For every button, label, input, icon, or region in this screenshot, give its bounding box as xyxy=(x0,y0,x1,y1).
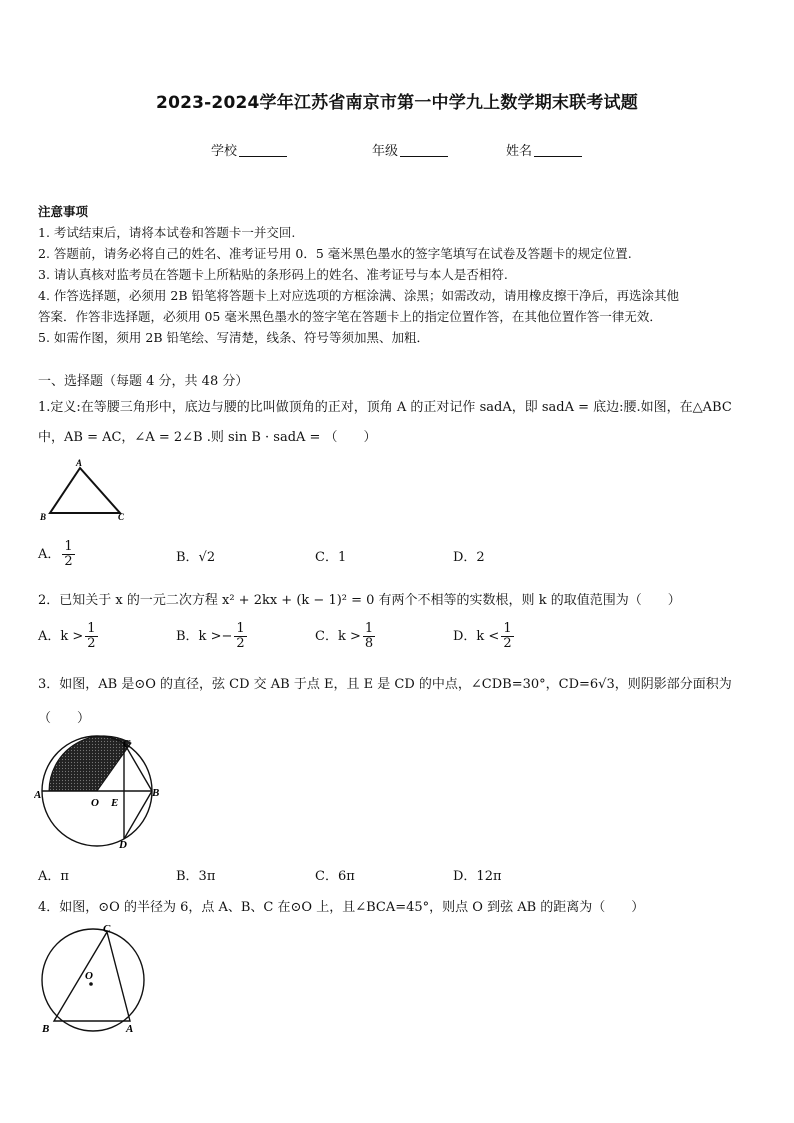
point-label-c: C xyxy=(123,738,131,750)
note-item: 2. 答题前，请务必将自己的姓名、准考证号用 0．5 毫米黑色墨水的签字笔填写在试卷及答题卡的规定位置. xyxy=(38,246,632,261)
question-4-text: 4．如图，⊙O 的半径为 6，点 A、B、C 在⊙O 上，且∠BCA=45°，则点 O 到弦 AB 的距离为（ ） xyxy=(38,900,645,915)
section-heading: 一、选择题（每题 4 分，共 48 分） xyxy=(38,374,249,389)
q2-option-b: B．k >− $\frac{1}{2}$ xyxy=(176,621,245,651)
question-1-text-cont: 中，AB = AC，∠A = 2∠B .则 sin B · sadA = （ ） xyxy=(38,430,377,445)
question-3-text: 3．如图，AB 是⊙O 的直径，弦 CD 交 AB 于点 E，且 E 是 CD 的中点，∠CDB=30°，CD=6√3，则阴影部分面积为 xyxy=(38,677,732,692)
note-item: 答案．作答非选择题，必须用 05 毫米黑色墨水的签字笔在答题卡上的指定位置作答，在其他位置作答一律无效． xyxy=(38,309,662,324)
note-item: 4. 作答选择题，必须用 2B 铅笔将答题卡上对应选项的方框涂满、涂黑；如需改动，请用橡皮擦干净后，再选涂其他 xyxy=(38,288,679,303)
point-label-b: B xyxy=(42,1023,50,1035)
note-item: 3. 请认真核对监考员在答题卡上所粘贴的条形码上的姓名、准考证号与本人是否相符. xyxy=(38,267,508,282)
question-1-text: 1.定义:在等腰三角形中，底边与腰的比叫做顶角的正对，顶角 A 的正对记作 sadA，即 sadA = 底边:腰.如图，在△ABC xyxy=(38,400,732,415)
notes-heading: 注意事项 xyxy=(38,204,89,219)
triangle-figure xyxy=(36,456,136,528)
point-label-c: C xyxy=(103,923,111,935)
grade-field: 年级 xyxy=(372,140,448,159)
inscribed-triangle-figure xyxy=(34,920,154,1040)
vertex-label-c: C xyxy=(118,512,125,522)
name-field: 姓名 xyxy=(506,140,582,159)
q1-option-c: C．1 xyxy=(315,550,347,565)
point-label-o: O xyxy=(91,797,99,809)
circle-diameter-figure xyxy=(34,734,164,852)
q3-option-a: A．π xyxy=(38,869,69,884)
vertex-label-b: B xyxy=(40,512,47,522)
point-label-b: B xyxy=(152,787,160,799)
segment-db xyxy=(124,791,152,839)
q2-option-a: A．k > $\frac{1}{2}$ xyxy=(38,621,96,651)
point-label-a: A xyxy=(126,1023,134,1035)
shaded-sector xyxy=(49,736,131,791)
q2-option-c: C．k > $\frac{1}{8}$ xyxy=(315,621,374,651)
point-label-o: O xyxy=(85,970,93,982)
school-field: 学校 xyxy=(211,140,287,159)
q1-option-d: D．2 xyxy=(453,550,485,565)
note-item: 1. 考试结束后，请将本试卷和答题卡一并交回. xyxy=(38,225,296,240)
segment-cb xyxy=(124,743,152,791)
center-point xyxy=(89,982,93,986)
q1-option-b: B．√2 xyxy=(176,550,216,565)
note-item: 5. 如需作图，须用 2B 铅笔绘、写清楚，线条、符号等须加黑、加粗． xyxy=(38,330,429,345)
exam-title: 2023-2024学年江苏省南京市第一中学九上数学期末联考试题 xyxy=(156,93,638,113)
q3-option-b: B．3π xyxy=(176,869,216,884)
vertex-label-a: A xyxy=(76,458,83,468)
q3-option-d: D．12π xyxy=(453,869,502,884)
question-2-text: 2．已知关于 x 的一元二次方程 x² + 2kx + (k − 1)² = 0 有两个不相等的实数根，则 k 的取值范围为（ ） xyxy=(38,593,681,608)
q1-option-a: A． $\frac{1}{2}$ xyxy=(38,539,73,569)
point-label-a: A xyxy=(34,789,42,801)
point-label-e: E xyxy=(111,797,119,809)
triangle-abc xyxy=(50,468,120,513)
point-label-d: D xyxy=(119,839,127,851)
q2-option-d: D．k < $\frac{1}{2}$ xyxy=(453,621,512,651)
q3-option-c: C．6π xyxy=(315,869,355,884)
question-3-text-cont: （ ） xyxy=(38,711,91,726)
